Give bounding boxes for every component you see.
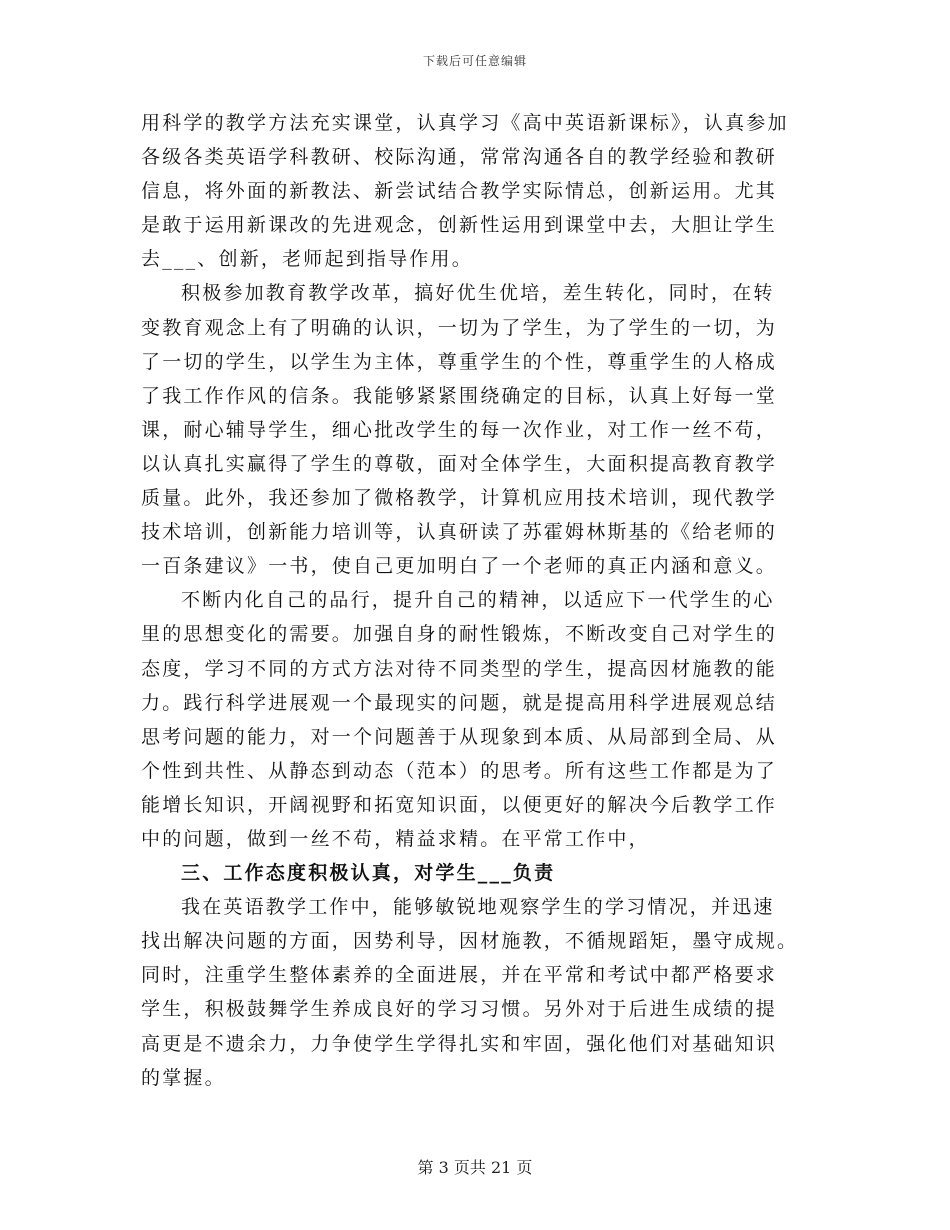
text-line: 变教育观念上有了明确的认识，一切为了学生，为了学生的一切，为 <box>141 316 778 339</box>
page-header: 下载后可任意编辑 <box>422 54 527 68</box>
text-line: 的掌握。 <box>141 1066 226 1089</box>
text-line: 是敢于运用新课改的先进观念，创新性运用到课堂中去，大胆让学生 <box>141 214 778 237</box>
text-line: 思考问题的能力，对一个问题善于从现象到本质、从局部到全局、从 <box>141 725 778 748</box>
text-line: 了我工作作风的信条。我能够紧紧围绕确定的目标，认真上好每一堂 <box>141 384 778 407</box>
page-number: 第 3 页共 21 页 <box>417 1158 533 1177</box>
paragraph-start-line: 积极参加教育教学改革，搞好优生优培，差生转化，同时，在转 <box>181 282 775 305</box>
text-line: 力。践行科学进展观一个最现实的问题，就是提高用科学进展观总结 <box>141 691 778 714</box>
text-line: 用科学的教学方法充实课堂，认真学习《高中英语新课标》，认真参加 <box>141 112 789 134</box>
text-line: 技术培训，创新能力培训等，认真研读了苏霍姆林斯基的《给老师的 <box>141 521 778 544</box>
text-line: 质量。此外，我还参加了微格教学，计算机应用技术培训，现代教学 <box>141 487 778 510</box>
text-line: 了一切的学生，以学生为主体，尊重学生的个性，尊重学生的人格成 <box>141 350 778 373</box>
text-line: 一百条建议》一书，使自己更加明白了一个老师的真正内涵和意义。 <box>141 555 778 578</box>
text-line: 信息，将外面的新教法、新尝试结合教学实际情总，创新运用。尤其 <box>141 180 778 203</box>
text-line: 同时，注重学生整体素养的全面进展，并在平常和考试中都严格要求 <box>141 964 778 987</box>
text-line: 高更是不遗余力，力争使学生学得扎实和牢固，强化他们对基础知识 <box>141 1032 778 1055</box>
paragraph-start-line: 我在英语教学工作中，能够敏锐地观察学生的学习情况，并迅速 <box>181 896 775 919</box>
text-line: 以认真扎实赢得了学生的尊敬，面对全体学生，大面积提高教育教学 <box>141 452 778 475</box>
section-heading: 三、工作态度积极认真，对学生___负责 <box>181 862 556 885</box>
text-line: 里的思想变化的需要。加强自身的耐性锻炼，不断改变自己对学生的 <box>141 623 778 646</box>
text-line: 个性到共性、从静态到动态（范本）的思考。所有这些工作都是为了 <box>141 759 778 782</box>
text-line: 学生，积极鼓舞学生养成良好的学习习惯。另外对于后进生成绩的提 <box>141 998 778 1021</box>
text-line: 态度，学习不同的方式方法对待不同类型的学生，提高因材施教的能 <box>141 657 778 680</box>
text-line: 各级各类英语学科教研、校际沟通，常常沟通各自的教学经验和教研 <box>141 146 778 169</box>
text-line: 课，耐心辅导学生，细心批改学生的每一次作业，对工作一丝不苟， <box>141 418 778 441</box>
text-line: 去___、创新，老师起到指导作用。 <box>141 248 473 271</box>
paragraph-start-line: 不断内化自己的品行，提升自己的精神，以适应下一代学生的心 <box>181 589 775 612</box>
text-line: 找出解决问题的方面，因势利导，因材施教，不循规蹈矩，墨守成规。 <box>141 930 799 953</box>
text-line: 能增长知识，开阔视野和拓宽知识面，以便更好的解决今后教学工作 <box>141 793 778 816</box>
text-line: 中的问题，做到一丝不苟，精益求精。在平常工作中， <box>141 827 650 850</box>
document-body <box>141 106 811 1095</box>
